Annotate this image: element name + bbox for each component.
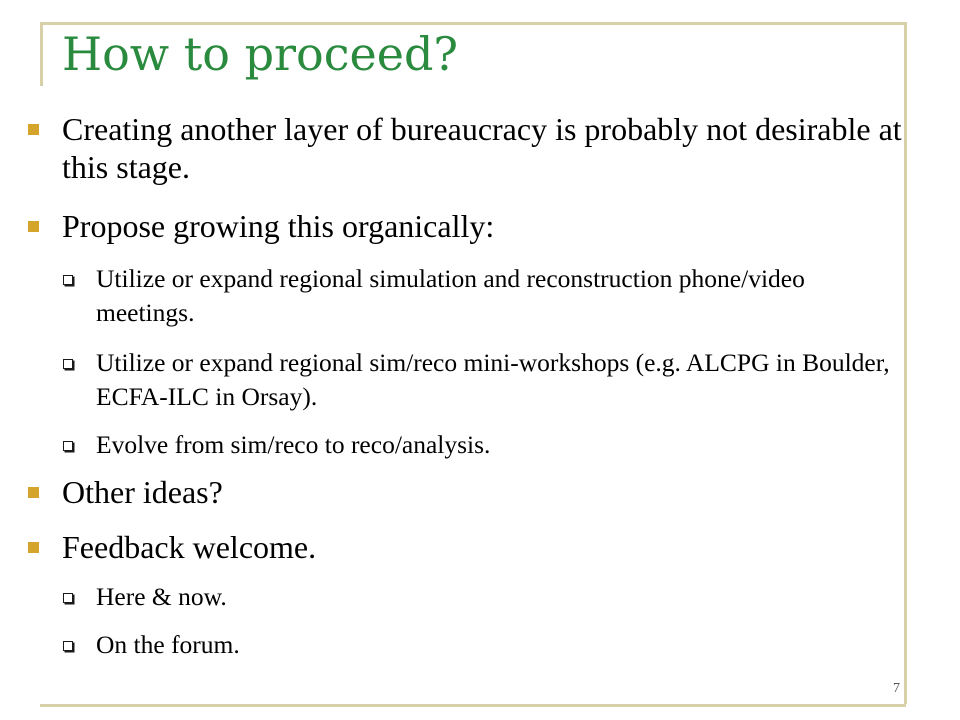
sub-bullet-item: [96, 346, 896, 414]
bullet-text: Propose growing this organically:: [62, 208, 495, 244]
bullet-text: Here & now.: [96, 582, 227, 611]
hollow-square-bullet-icon: [63, 359, 73, 369]
bullet-item: [62, 207, 922, 245]
bullet-item: [62, 528, 922, 566]
frame-left-rule: [40, 22, 43, 86]
bullet-item: [62, 473, 922, 511]
sub-bullet-item: [96, 262, 896, 330]
bullet-text: Feedback welcome.: [62, 529, 317, 565]
bullet-item: [62, 110, 922, 186]
bullet-text: Other ideas?: [62, 474, 223, 510]
hollow-square-bullet-icon: [63, 641, 73, 651]
frame-bottom-rule: [40, 704, 906, 707]
bullet-text: Utilize or expand regional sim/reco mini-workshops (e.g. ALCPG in Boulder, ECFA-ILC in Orsay).: [96, 348, 890, 411]
bullet-text: Evolve from sim/reco to reco/analysis.: [96, 430, 491, 459]
square-bullet-icon: [28, 124, 39, 135]
square-bullet-icon: [28, 487, 39, 498]
bullet-text: Creating another layer of bureaucracy is probably not desirable at this stage.: [62, 111, 902, 185]
hollow-square-bullet-icon: [63, 593, 73, 603]
bullet-text: On the forum.: [96, 630, 240, 659]
page-number: 7: [893, 681, 900, 696]
hollow-square-bullet-icon: [63, 441, 73, 451]
hollow-square-bullet-icon: [63, 275, 73, 285]
sub-bullet-item: [96, 628, 896, 662]
frame-top-rule: [40, 22, 906, 25]
sub-bullet-item: [96, 428, 896, 462]
square-bullet-icon: [28, 221, 39, 232]
slide-title: How to proceed?: [62, 27, 459, 81]
square-bullet-icon: [28, 542, 39, 553]
sub-bullet-item: [96, 580, 896, 614]
bullet-text: Utilize or expand regional simulation and reconstruction phone/video meetings.: [96, 264, 805, 327]
